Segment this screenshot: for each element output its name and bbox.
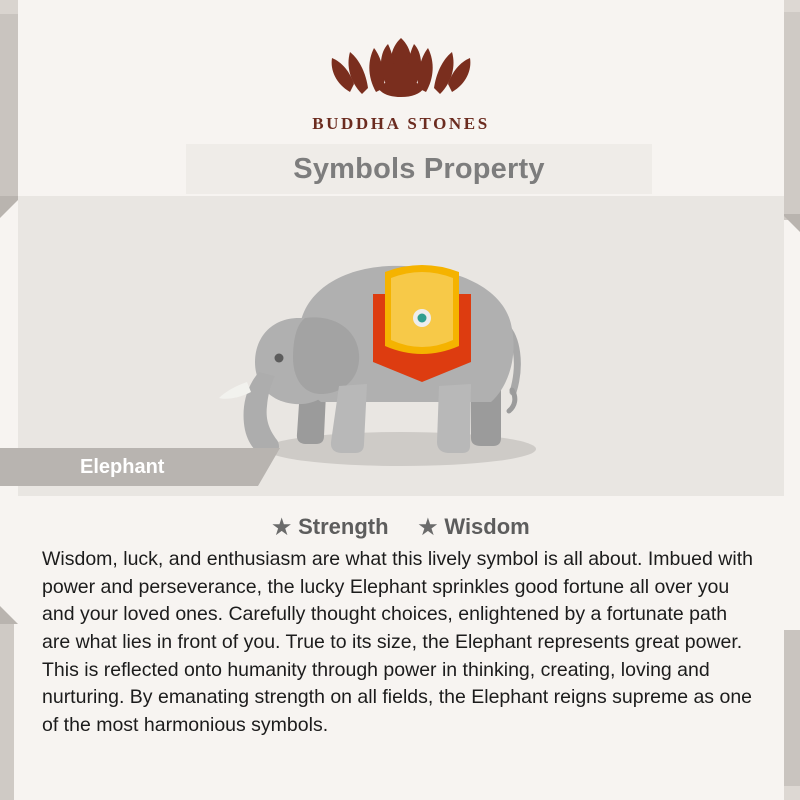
header-section <box>18 0 784 196</box>
attribute-list <box>18 496 784 540</box>
decorative-edge-band-top-right <box>784 0 800 220</box>
decorative-notch-right <box>782 214 800 232</box>
elephant-illustration <box>171 206 631 486</box>
attribute-item-strength <box>272 514 388 540</box>
lotus-meditation-figure-icon <box>316 18 486 110</box>
page-title-banner <box>186 144 652 194</box>
page-title: Symbols Property <box>293 152 545 185</box>
symbol-label-tab <box>0 448 258 486</box>
attribute-label-wisdom: Wisdom <box>444 514 530 539</box>
brand-name: BUDDHA STONES <box>312 114 490 133</box>
decorative-edge-band-bottom-right <box>784 630 800 800</box>
star-icon: ★ <box>418 515 438 539</box>
attribute-label-strength: Strength <box>298 514 389 539</box>
decorative-edge-band-top-left <box>0 0 18 200</box>
brand-logo <box>18 18 784 134</box>
decorative-edge-band-bottom-left <box>0 620 14 800</box>
symbol-description: Wisdom, luck, and enthusiasm are what this lively symbol is all about. Imbued with power and perseverance, the lucky Elephant sprinkles good fortune all over you and your loved ones. Carefully thought choices, enlightened by a fortunate path are what lies in front of you. True to its size, the Elephant represents great power. This is reflected onto humanity through power in thinking, creating, loving and nurturing. By emanating strength on all fields, the Elephant reigns supreme as one of the most harmonious symbols. <box>42 548 753 737</box>
description-panel <box>18 496 784 800</box>
symbol-label-tab-arrow <box>258 448 280 486</box>
symbol-label: Elephant <box>80 455 165 478</box>
decorative-notch-bottom-left <box>0 606 18 624</box>
star-icon: ★ <box>272 515 292 539</box>
attribute-item-wisdom <box>419 514 530 540</box>
